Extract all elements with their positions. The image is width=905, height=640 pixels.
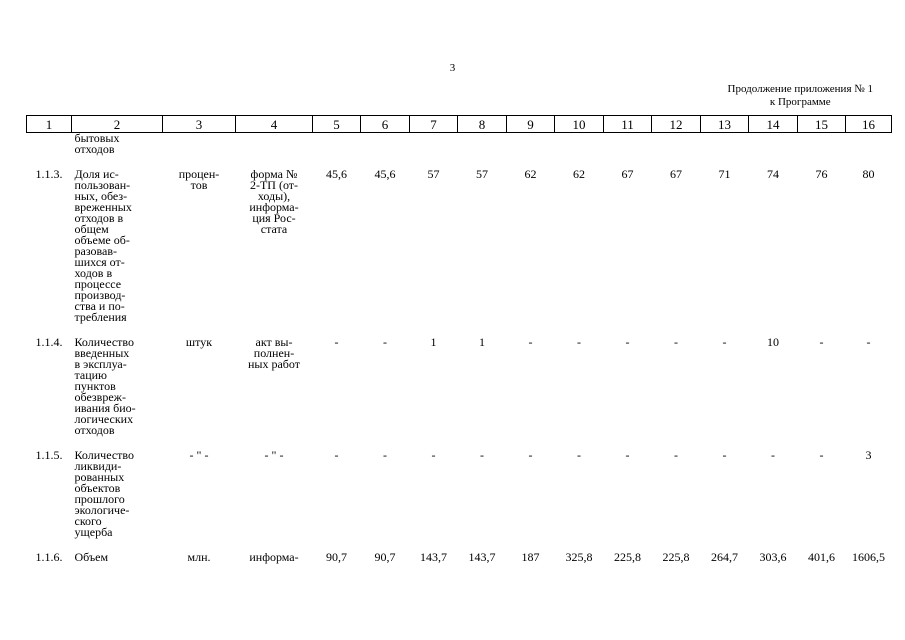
- row-value: -: [431, 448, 436, 462]
- col-header: 6: [361, 116, 410, 133]
- row-value: -: [383, 448, 387, 462]
- row-value: -: [819, 335, 824, 349]
- row-value: 401,6: [808, 550, 835, 564]
- col-header: 10: [555, 116, 604, 133]
- row-id: 1.1.3.: [35, 167, 63, 181]
- col-header: 5: [313, 116, 361, 133]
- row-value: 143,7: [420, 550, 447, 564]
- row-value: 62: [524, 167, 537, 181]
- row-value: 1: [479, 335, 485, 349]
- continuation-text: бытовых отходов: [74, 131, 120, 156]
- row-source: информа-: [249, 550, 299, 564]
- row-value: 1: [430, 335, 437, 349]
- row-id: 1.1.5.: [35, 448, 63, 462]
- row-value: 67: [670, 167, 682, 181]
- col-header: 1: [27, 116, 72, 133]
- row-value: -: [528, 335, 533, 349]
- row-unit: штук: [185, 335, 213, 349]
- row-source: форма № 2-ТП (от- ходы), информа- ция Рос- стата: [249, 167, 299, 236]
- row-unit: процен- тов: [178, 167, 220, 192]
- table-row: [27, 538, 892, 563]
- row-value: 225,8: [662, 550, 690, 564]
- row-value: 71: [718, 167, 731, 181]
- row-value: 264,7: [711, 550, 738, 564]
- row-name: Количество введенных в эксплуа- тацию пунктов обезвреж- ивания био- логических отходов: [74, 335, 136, 437]
- row-value: 57: [476, 167, 488, 181]
- row-value: -: [674, 335, 678, 349]
- row-value: -: [383, 335, 387, 349]
- col-header: 8: [458, 116, 507, 133]
- indicators-table: [26, 115, 892, 563]
- table-row: [27, 436, 892, 538]
- row-value: 80: [862, 167, 875, 181]
- col-header: 9: [507, 116, 555, 133]
- row-value: -: [625, 335, 630, 349]
- row-value: 187: [521, 550, 540, 564]
- col-header: 7: [410, 116, 458, 133]
- appendix-caption: [728, 83, 873, 109]
- row-id: 1.1.6.: [35, 550, 63, 564]
- col-header: 11: [604, 116, 652, 133]
- col-header: 16: [846, 116, 892, 133]
- continuation-row: [27, 133, 892, 156]
- col-header: 2: [72, 116, 163, 133]
- col-header: 15: [798, 116, 846, 133]
- header-row: [27, 116, 892, 133]
- row-value: 45,6: [374, 167, 396, 181]
- appendix-line-1: Продолжение приложения № 1: [727, 83, 873, 95]
- row-source: акт вы- полнен- ных работ: [247, 335, 300, 371]
- row-value: -: [577, 335, 581, 349]
- row-value: 303,6: [759, 550, 787, 564]
- row-id: 1.1.4.: [35, 335, 63, 349]
- row-value: -: [480, 448, 484, 462]
- row-value: 3: [865, 448, 872, 462]
- row-value: -: [334, 448, 339, 462]
- row-value: 57: [427, 167, 440, 181]
- row-value: 325,8: [565, 550, 593, 564]
- row-value: -: [866, 335, 871, 349]
- row-value: -: [771, 448, 775, 462]
- row-value: 67: [621, 167, 634, 181]
- row-value: -: [722, 448, 727, 462]
- col-header: 3: [163, 116, 236, 133]
- row-value: 143,7: [468, 550, 496, 564]
- row-value: 90,7: [374, 550, 396, 564]
- table-row: [27, 155, 892, 323]
- row-value: -: [819, 448, 824, 462]
- row-source: - " -: [264, 448, 284, 462]
- row-value: -: [722, 335, 727, 349]
- col-header: 14: [749, 116, 798, 133]
- col-header: 4: [236, 116, 313, 133]
- row-value: -: [577, 448, 581, 462]
- row-value: -: [334, 335, 339, 349]
- appendix-line-2: к Программе: [769, 96, 831, 108]
- row-unit: млн.: [187, 550, 211, 564]
- row-value: 76: [815, 167, 828, 181]
- row-value: -: [528, 448, 533, 462]
- row-value: 74: [767, 167, 779, 181]
- row-value: 90,7: [326, 550, 347, 564]
- row-name: Количество ликвиди- рованных объектов прошлого экологиче- ского ущерба: [74, 448, 134, 539]
- row-value: 45,6: [326, 167, 347, 181]
- row-unit: - " -: [189, 448, 209, 462]
- row-value: -: [625, 448, 630, 462]
- row-value: 225,8: [614, 550, 641, 564]
- row-value: 1606,5: [852, 550, 885, 564]
- page-number: 3: [449, 62, 456, 74]
- row-value: -: [674, 448, 678, 462]
- row-value: 10: [767, 335, 779, 349]
- table-row: [27, 323, 892, 436]
- row-name: Доля ис- пользован- ных, обез- вреженных отходов в общем объеме об- разовав- шихся от- ходов в процессе производ- ства и по- требления: [74, 167, 132, 324]
- col-header: 13: [701, 116, 749, 133]
- row-name: Объем: [74, 550, 109, 564]
- col-header: 12: [652, 116, 701, 133]
- row-value: 62: [573, 167, 585, 181]
